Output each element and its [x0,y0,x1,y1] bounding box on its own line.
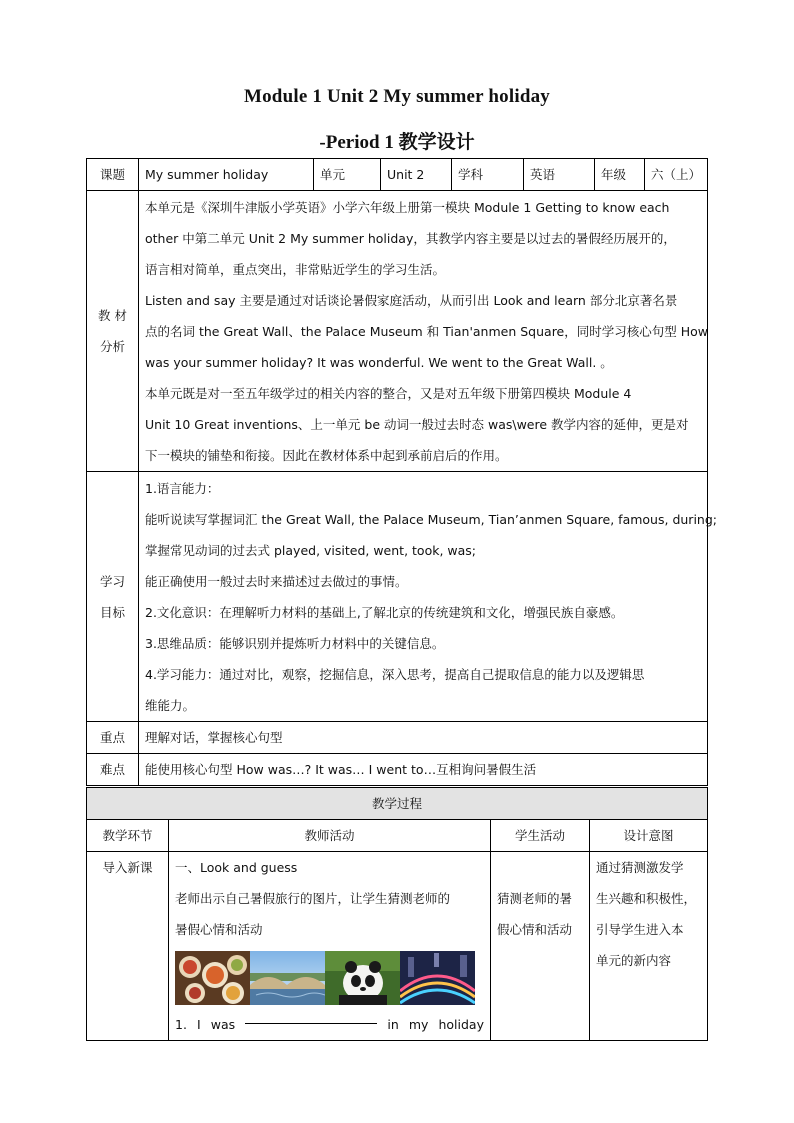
analysis-line: was your summer holiday? It was wonderful. We went to the Great Wall. 。 [145,354,613,370]
fill-word-was: was [210,1017,236,1032]
analysis-line: Listen and say 主要是通过对话谈论暑假家庭活动，从而引出 Look and learn 部分北京著名景 [145,292,678,308]
panda-photo [325,951,400,1005]
student-line: 猜测老师的暑 [497,891,573,906]
food-photo [175,951,250,1005]
topic-label: 课题 [87,159,139,191]
goals-line: 能听说读写掌握词汇 the Great Wall, the Palace Museum, Tian’anmen Square, famous, during; [145,511,717,527]
process-title-bar: 教学过程 [87,788,708,820]
goals-label-line2: 目标 [99,604,125,620]
fill-word-holiday: holiday [438,1017,484,1032]
subject-value: 英语 [524,159,595,191]
intent-line: 引导学生进入本 [596,922,684,937]
page-title: Module 1 Unit 2 My summer holiday [243,86,551,107]
analysis-line: 本单元是《深圳牛津版小学英语》小学六年级上册第一模块 Module 1 Getting to know each [145,199,670,215]
unit-value: Unit 2 [381,159,452,191]
teacher-heading: 一、Look and guess [175,860,298,875]
fill-word-my: my [408,1017,429,1032]
fill-in-sentence [175,1009,484,1040]
header-student: 学生活动 [491,820,590,852]
design-intent-cell [590,852,708,1041]
bridge-photo [250,951,325,1005]
key-label: 重点 [87,722,139,754]
page-subtitle: -Period 1 教学设计 [319,132,475,153]
goals-content [139,472,717,722]
grade-value: 六（上） [645,159,708,191]
fill-number: 1. [175,1017,187,1032]
goals-line: 3.思维品质：能够识别并提炼听力材料中的关键信息。 [145,635,445,651]
teacher-line: 暑假心情和活动 [175,922,263,937]
analysis-line: 本单元既是对一至五年级学过的相关内容的整合，又是对五年级下册第四模块 Module 4 [145,385,632,401]
city-night-photo [400,951,475,1005]
topic-value: My summer holiday [139,159,314,191]
header-teacher: 教师活动 [169,820,491,852]
fill-word-in: in [387,1017,399,1032]
goals-line: 1.语言能力： [145,480,220,496]
analysis-line: 下一模块的铺垫和衔接。因此在教材体系中起到承前启后的作用。 [145,447,508,463]
analysis-line: 语言相对简单，重点突出，非常贴近学生的学习生活。 [145,261,446,277]
grade-label: 年级 [595,159,645,191]
intent-line: 生兴趣和积极性， [596,891,697,906]
goals-label [87,472,139,722]
holiday-photos [175,951,475,1005]
goals-line: 4.学习能力：通过对比，观察，挖掘信息，深入思考，提高自己提取信息的能力以及逻辑思 [145,666,645,682]
subject-label: 学科 [452,159,524,191]
student-line: 假心情和活动 [497,922,573,937]
goals-line: 2.文化意识：在理解听力材料的基础上,了解北京的传统建筑和文化，增强民族自豪感。 [145,604,624,620]
header-intent: 设计意图 [590,820,708,852]
intent-line: 通过猜测激发学 [596,860,684,875]
teacher-line: 老师出示自己暑假旅行的图片，让学生猜测老师的 [175,891,451,906]
analysis-content [139,191,708,472]
difficulty-value: 能使用核心句型 How was…? It was… I went to…互相询问暑假生活 [139,754,708,786]
analysis-line: 点的名词 the Great Wall、the Palace Museum 和 Tian'anmen Square，同时学习核心句型 How [145,323,708,339]
student-activity-cell [491,852,590,1041]
key-value: 理解对话，掌握核心句型 [139,722,708,754]
goals-line: 能正确使用一般过去时来描述过去做过的事情。 [145,573,408,589]
difficulty-label: 难点 [87,754,139,786]
lesson-info-table [86,158,717,786]
analysis-label [87,191,139,472]
intent-line: 单元的新内容 [596,953,672,968]
goals-line: 维能力。 [145,697,196,713]
analysis-label-line1: 教 材 [98,308,127,323]
analysis-line: other 中第二单元 Unit 2 My summer holiday，其教学内容主要是以过去的暑假经历展开的， [145,230,676,246]
goals-label-line1: 学习 [99,573,125,589]
unit-label: 单元 [314,159,381,191]
fill-blank [245,1009,377,1024]
analysis-line: Unit 10 Great inventions、上一单元 be 动词一般过去时态 was\were 教学内容的延伸，更是对 [145,416,689,432]
header-stage: 教学环节 [87,820,169,852]
goals-line: 掌握常见动词的过去式 played, visited, went, took, was; [145,542,477,558]
stage-cell: 导入新课 [87,852,169,1041]
teacher-activity-cell [169,852,491,1041]
fill-word-i: I [197,1017,201,1032]
analysis-label-line2: 分析 [99,339,125,354]
teaching-process-table [86,787,708,1041]
